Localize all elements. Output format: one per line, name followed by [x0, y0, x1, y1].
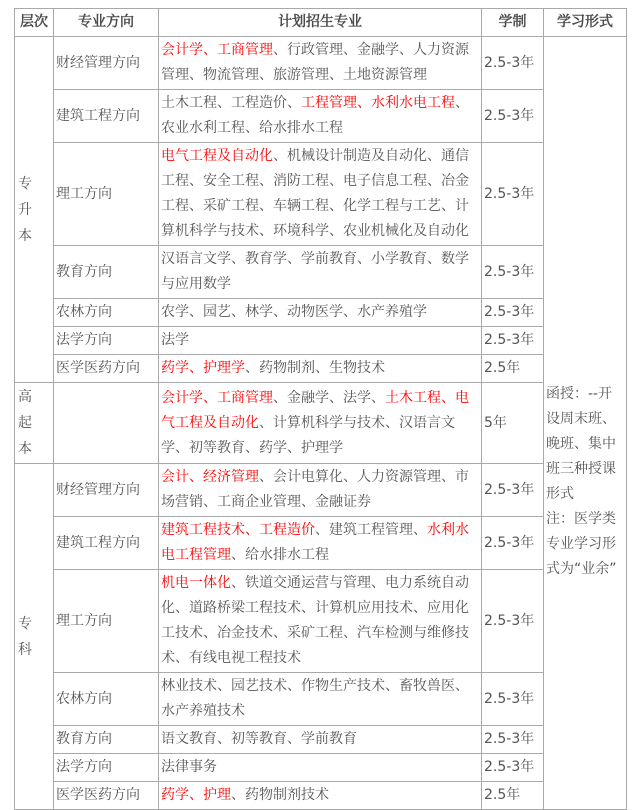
duration-cell: 2.5-3年: [482, 246, 544, 299]
direction-cell: 医学医药方向: [54, 782, 159, 810]
major-segment: 、药物制剂技术: [231, 787, 329, 803]
duration-cell: 2.5-3年: [482, 90, 544, 143]
table-row: [15, 327, 627, 355]
header-row: [15, 9, 627, 37]
table-row: [15, 299, 627, 327]
duration-cell: 2.5-3年: [482, 464, 544, 517]
majors-cell: [159, 355, 482, 383]
direction-cell: 理工方向: [54, 143, 159, 246]
major-segment: 会计学、工商管理: [161, 389, 273, 406]
level-char: 起: [18, 415, 32, 431]
level-cell: [15, 383, 54, 464]
major-segment: 药学、护理: [161, 787, 231, 803]
majors-cell: [159, 246, 482, 299]
table-row: [15, 37, 627, 90]
majors-cell: [159, 570, 482, 673]
majors-cell: [159, 464, 482, 517]
major-segment: 法律事务: [161, 759, 217, 775]
majors-cell: [159, 782, 482, 810]
level-char: 本: [18, 227, 32, 244]
direction-cell: 财经管理方向: [54, 464, 159, 517]
table-row: [15, 570, 627, 673]
direction-cell: 农林方向: [54, 673, 159, 726]
major-segment: 建筑工程技术、工程造价: [161, 522, 315, 538]
table-row: [15, 464, 627, 517]
majors-cell: [159, 143, 482, 246]
majors-cell: [159, 327, 482, 355]
major-segment: 土木工程、电气工程及自动化: [161, 389, 469, 431]
major-segment: 、计算机科学与技术、汉语言文学、初等教育、药学、护理学: [161, 414, 455, 456]
major-segment: 、行政管理、金融学、人力资源管理、物流管理、旅游管理、土地资源管理: [161, 42, 469, 83]
major-segment: 水利水电工程管理: [161, 522, 469, 563]
duration-cell: 2.5-3年: [482, 754, 544, 782]
table-row: [15, 754, 627, 782]
table-row: [15, 246, 627, 299]
header-duration: 学制: [482, 9, 544, 37]
header-study-form: 学习形式: [544, 9, 627, 37]
major-segment: 会计学、工商管理: [161, 42, 273, 58]
table-row: [15, 90, 627, 143]
majors-cell: [159, 673, 482, 726]
majors-cell: [159, 383, 482, 464]
level-char: 科: [18, 641, 32, 658]
major-segment: 会计、经济管理: [161, 469, 259, 485]
duration-cell: 2.5年: [482, 782, 544, 810]
level-cell: [15, 37, 54, 383]
duration-cell: 2.5-3年: [482, 673, 544, 726]
major-segment: 汉语言文学、教育学、学前教育、小学教育、数学与应用数学: [161, 251, 469, 292]
direction-cell: 医学医药方向: [54, 355, 159, 383]
major-segment: 、农业水利工程、给水排水工程: [161, 95, 469, 136]
major-segment: 、建筑工程管理、: [315, 522, 427, 538]
majors-cell: [159, 37, 482, 90]
duration-cell: 2.5-3年: [482, 143, 544, 246]
duration-cell: 2.5-3年: [482, 570, 544, 673]
major-segment: 林业技术、园艺技术、作物生产技术、畜牧兽医、水产养殖技术: [161, 678, 469, 719]
direction-cell: 建筑工程方向: [54, 517, 159, 570]
study-form-cell: [544, 37, 627, 810]
majors-cell: [159, 754, 482, 782]
duration-cell: 2.5-3年: [482, 726, 544, 754]
level-char: 专: [18, 175, 32, 192]
table-row: [15, 782, 627, 810]
table-row: [15, 517, 627, 570]
duration-cell: 2.5-3年: [482, 327, 544, 355]
major-segment: 电气工程及自动化: [161, 148, 273, 164]
table-row: [15, 143, 627, 246]
table-row: [15, 355, 627, 383]
header-majors: 计划招生专业: [159, 9, 482, 37]
majors-cell: [159, 517, 482, 570]
direction-cell: [54, 383, 159, 464]
table-row: [15, 726, 627, 754]
duration-cell: 5年: [482, 383, 544, 464]
direction-cell: 财经管理方向: [54, 37, 159, 90]
direction-cell: 理工方向: [54, 570, 159, 673]
major-segment: 农学、园艺、林学、动物医学、水产养殖学: [161, 304, 427, 320]
level-cell: [15, 464, 54, 810]
direction-cell: 法学方向: [54, 754, 159, 782]
duration-cell: 2.5-3年: [482, 299, 544, 327]
duration-cell: 2.5-3年: [482, 37, 544, 90]
direction-cell: 教育方向: [54, 726, 159, 754]
direction-cell: 建筑工程方向: [54, 90, 159, 143]
direction-cell: 农林方向: [54, 299, 159, 327]
major-segment: 、铁道交通运营与管理、电力系统自动化、道路桥梁工程技术、计算机应用技术、应用化工技术、冶金技术、采矿工程、汽车检测与维修技术、有线电视工程技术: [161, 575, 469, 666]
major-segment: 土木工程、工程造价、: [161, 95, 301, 111]
major-segment: 语文教育、初等教育、学前教育: [161, 731, 357, 747]
direction-cell: 法学方向: [54, 327, 159, 355]
level-char: 高: [18, 389, 32, 405]
table-body: [15, 37, 627, 810]
level-char: 本: [18, 441, 32, 457]
major-segment: 、药物制剂、生物技术: [245, 360, 385, 376]
majors-cell: [159, 299, 482, 327]
major-segment: 药学、护理学: [161, 360, 245, 376]
majors-cell: [159, 90, 482, 143]
majors-cell: [159, 726, 482, 754]
level-char: 专: [18, 615, 32, 632]
major-segment: 工程管理、水利水电工程: [301, 95, 455, 111]
header-direction: 专业方向: [54, 9, 159, 37]
header-level: 层次: [15, 9, 54, 37]
major-segment: 、会计电算化、人力资源管理、市场营销、工商企业管理、金融证券: [161, 469, 469, 510]
table-row: [15, 673, 627, 726]
duration-cell: 2.5-3年: [482, 517, 544, 570]
study-form-paragraph: 函授：--开设周末班、晚班、集中班三种授课形式: [546, 386, 616, 502]
major-segment: 、给水排水工程: [231, 547, 329, 563]
study-form-paragraph: 注：医学类专业学习形式为“业余”: [546, 511, 617, 577]
table-row: [15, 383, 627, 464]
major-segment: 、金融学、法学、: [273, 389, 385, 406]
admissions-table: [14, 8, 627, 810]
major-segment: 法学: [161, 332, 189, 348]
major-segment: 、机械设计制造及自动化、通信工程、安全工程、消防工程、电子信息工程、冶金工程、采矿工程、车辆工程、化学工程与工艺、计算机科学与技术、环境科学、农业机械化及自动化: [161, 148, 469, 239]
duration-cell: 2.5年: [482, 355, 544, 383]
direction-cell: 教育方向: [54, 246, 159, 299]
major-segment: 机电一体化: [161, 575, 231, 591]
level-char: 升: [18, 201, 32, 218]
